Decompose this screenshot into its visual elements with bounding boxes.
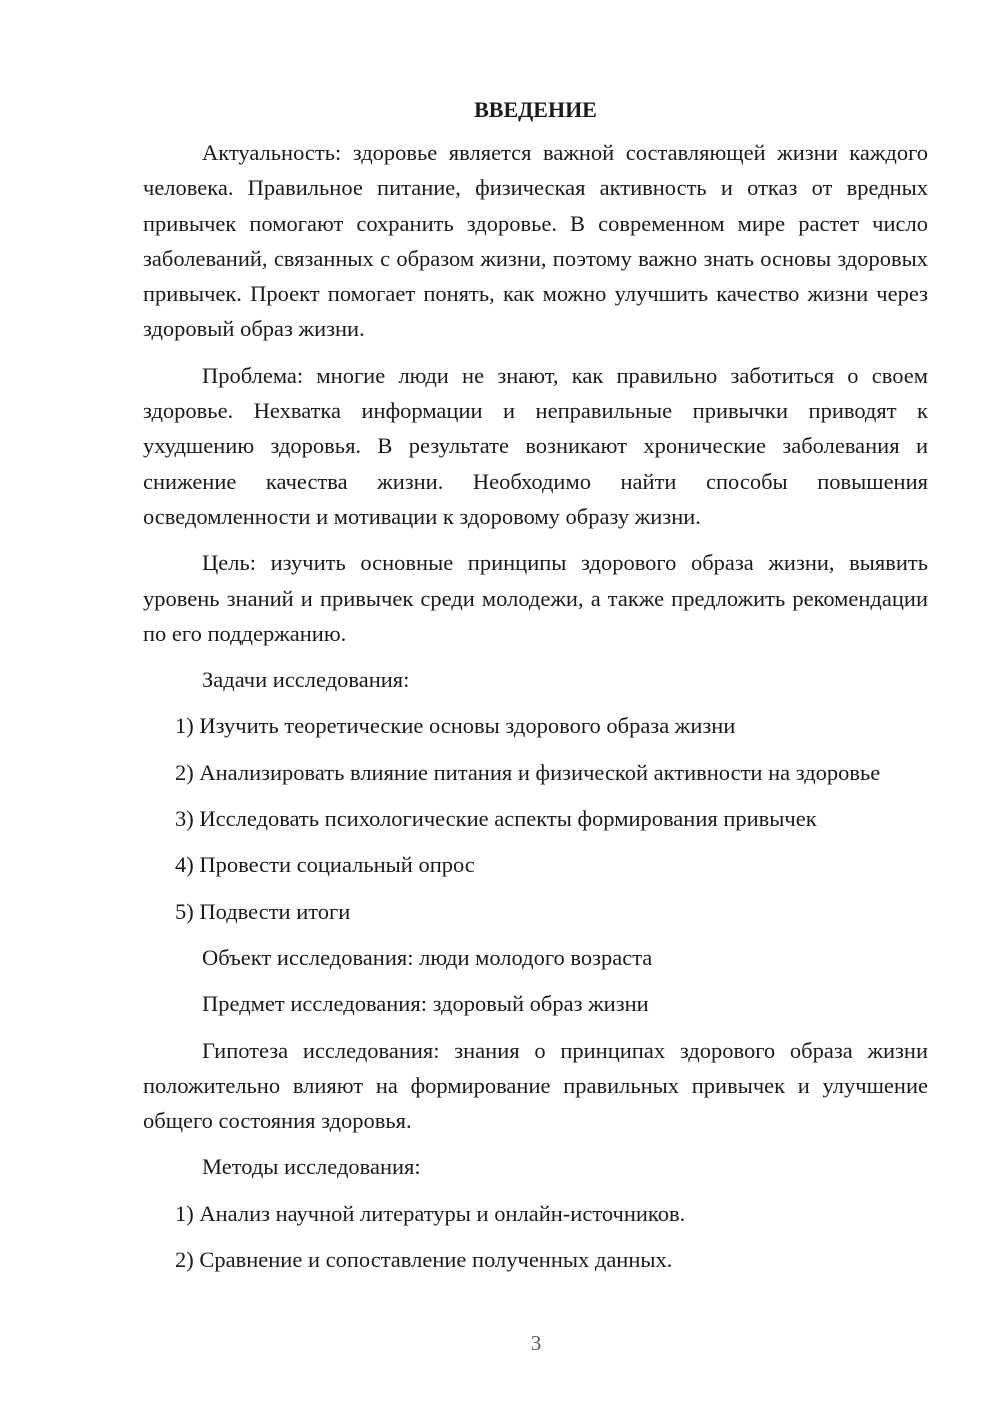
goal-paragraph: Цель: изучить основные принципы здорового образа жизни, выявить уровень знаний и привычек среди молодежи, а также предложить рекомендации по его поддержанию.	[143, 550, 928, 646]
page-number: 3	[530, 1331, 542, 1355]
list-item: 2) Анализировать влияние питания и физической активности на здоровье	[175, 759, 881, 785]
list-item: 2) Сравнение и сопоставление полученных данных.	[175, 1247, 673, 1273]
problem-paragraph: Проблема: многие люди не знают, как правильно заботиться о своем здоровье. Нехватка информации и неправильные привычки приводят к ухудшению здоровья. В результате возникают хронические заболевания и снижение качества жизни. Необходимо найти способы повышения осведомленности и мотивации к здоровому образу жизни.	[143, 362, 928, 529]
methods-list	[143, 1196, 928, 1278]
relevance-paragraph: Актуальность: здоровье является важной составляющей жизни каждого человека. Правильное питание, физическая активность и отказ от вредных привычек помогают сохранить здоровье. В современном мире растет число заболеваний, связанных с образом жизни, поэтому важно знать основы здоровых привычек. Проект помогает понять, как можно улучшить качество жизни через здоровый образ жизни.	[143, 140, 928, 342]
list-item: 5) Подвести итоги	[175, 898, 351, 924]
tasks-list	[143, 708, 928, 928]
list-item: 1) Изучить теоретические основы здорового образа жизни	[175, 713, 736, 739]
methods-heading: Методы исследования:	[202, 1154, 421, 1180]
list-item: 1) Анализ научной литературы и онлайн-источников.	[175, 1200, 686, 1226]
section-title: ВВЕДЕНИЕ	[474, 97, 597, 122]
list-item: 3) Исследовать психологические аспекты формирования привычек	[175, 806, 817, 832]
page-body	[143, 92, 928, 1288]
object-paragraph: Объект исследования: люди молодого возраста	[202, 944, 653, 970]
hypothesis-paragraph: Гипотеза исследования: знания о принципах здорового образа жизни положительно влияют на формирование правильных привычек и улучшение общего состояния здоровья.	[143, 1037, 928, 1134]
subject-paragraph: Предмет исследования: здоровый образ жизни	[202, 991, 649, 1017]
list-item: 4) Провести социальный опрос	[175, 852, 475, 878]
tasks-heading: Задачи исследования:	[202, 667, 410, 693]
